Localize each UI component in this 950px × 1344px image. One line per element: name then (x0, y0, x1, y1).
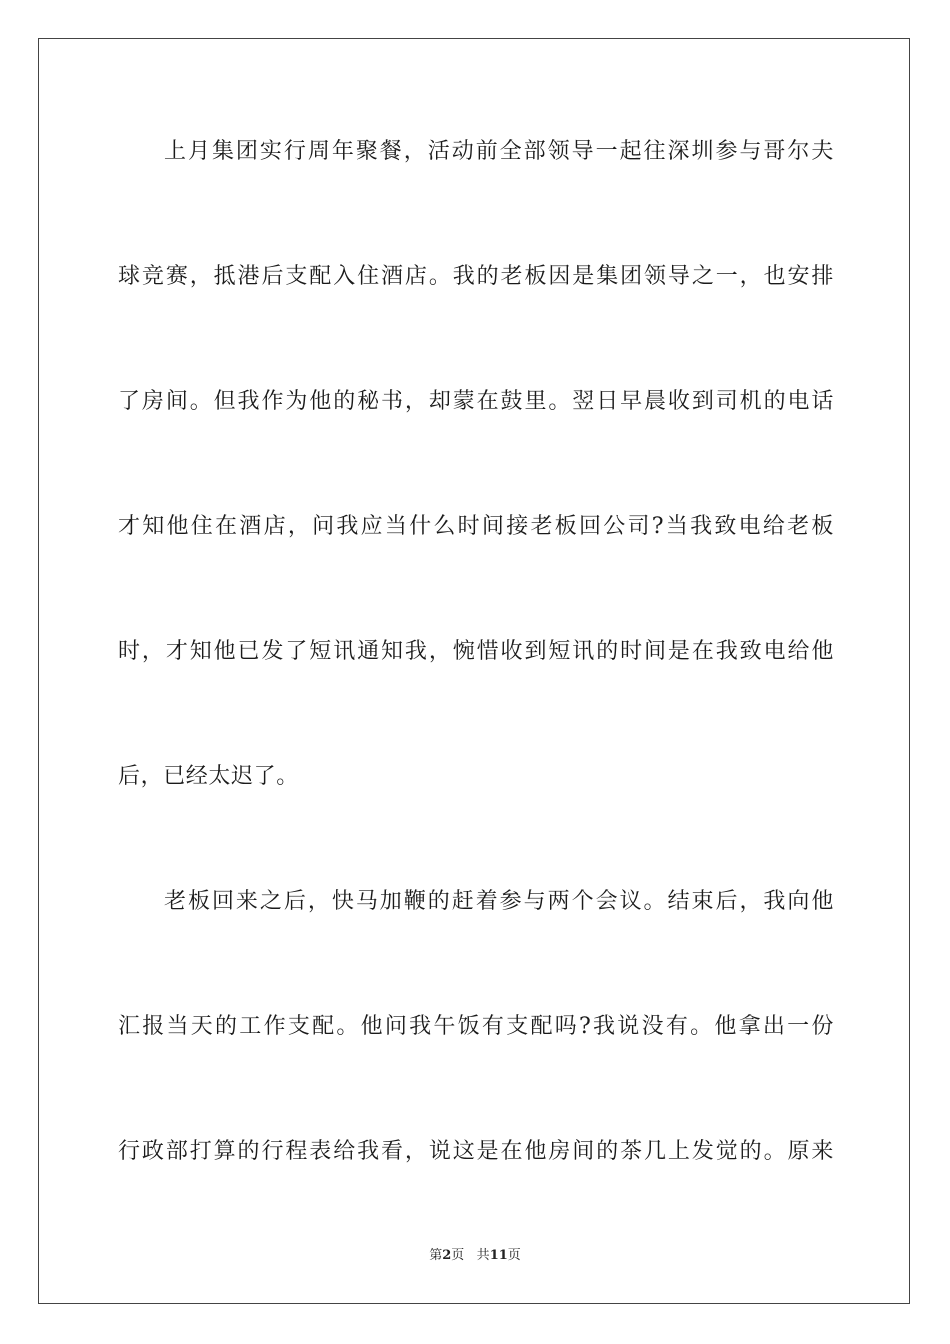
text-line-1: 上月集团实行周年聚餐，活动前全部领导一起往深圳参与哥尔夫 (164, 139, 834, 164)
text-line-8: 汇报当天的工作支配。他问我午饭有支配吗?我说没有。他拿出一份 (118, 1014, 834, 1039)
text-line-5: 时，才知他已发了短讯通知我，惋惜收到短讯的时间是在我致电给他 (118, 639, 834, 664)
page-total-prefix: 共 (476, 1248, 490, 1263)
text-line-4: 才知他住在酒店，问我应当什么时间接老板回公司?当我致电给老板 (118, 514, 834, 539)
footer-spacer (464, 1248, 476, 1263)
page-total-count: 11 (489, 1248, 508, 1263)
page-number-suffix: 页 (451, 1248, 465, 1263)
text-line-2: 球竞赛，抵港后支配入住酒店。我的老板因是集团领导之一，也安排 (118, 264, 834, 289)
page-number-prefix: 第 (429, 1248, 443, 1263)
document-body (118, 128, 834, 1253)
text-line-9: 行政部打算的行程表给我看，说这是在他房间的茶几上发觉的。原来 (118, 1139, 834, 1164)
page-footer (0, 1247, 950, 1265)
page-total-suffix: 页 (507, 1248, 521, 1263)
text-line-3: 了房间。但我作为他的秘书，却蒙在鼓里。翌日早晨收到司机的电话 (118, 389, 834, 414)
text-line-7: 老板回来之后，快马加鞭的赶着参与两个会议。结束后，我向他 (164, 889, 834, 914)
text-line-6: 后，已经太迟了。 (118, 764, 299, 789)
page-number-current: 2 (442, 1248, 452, 1263)
